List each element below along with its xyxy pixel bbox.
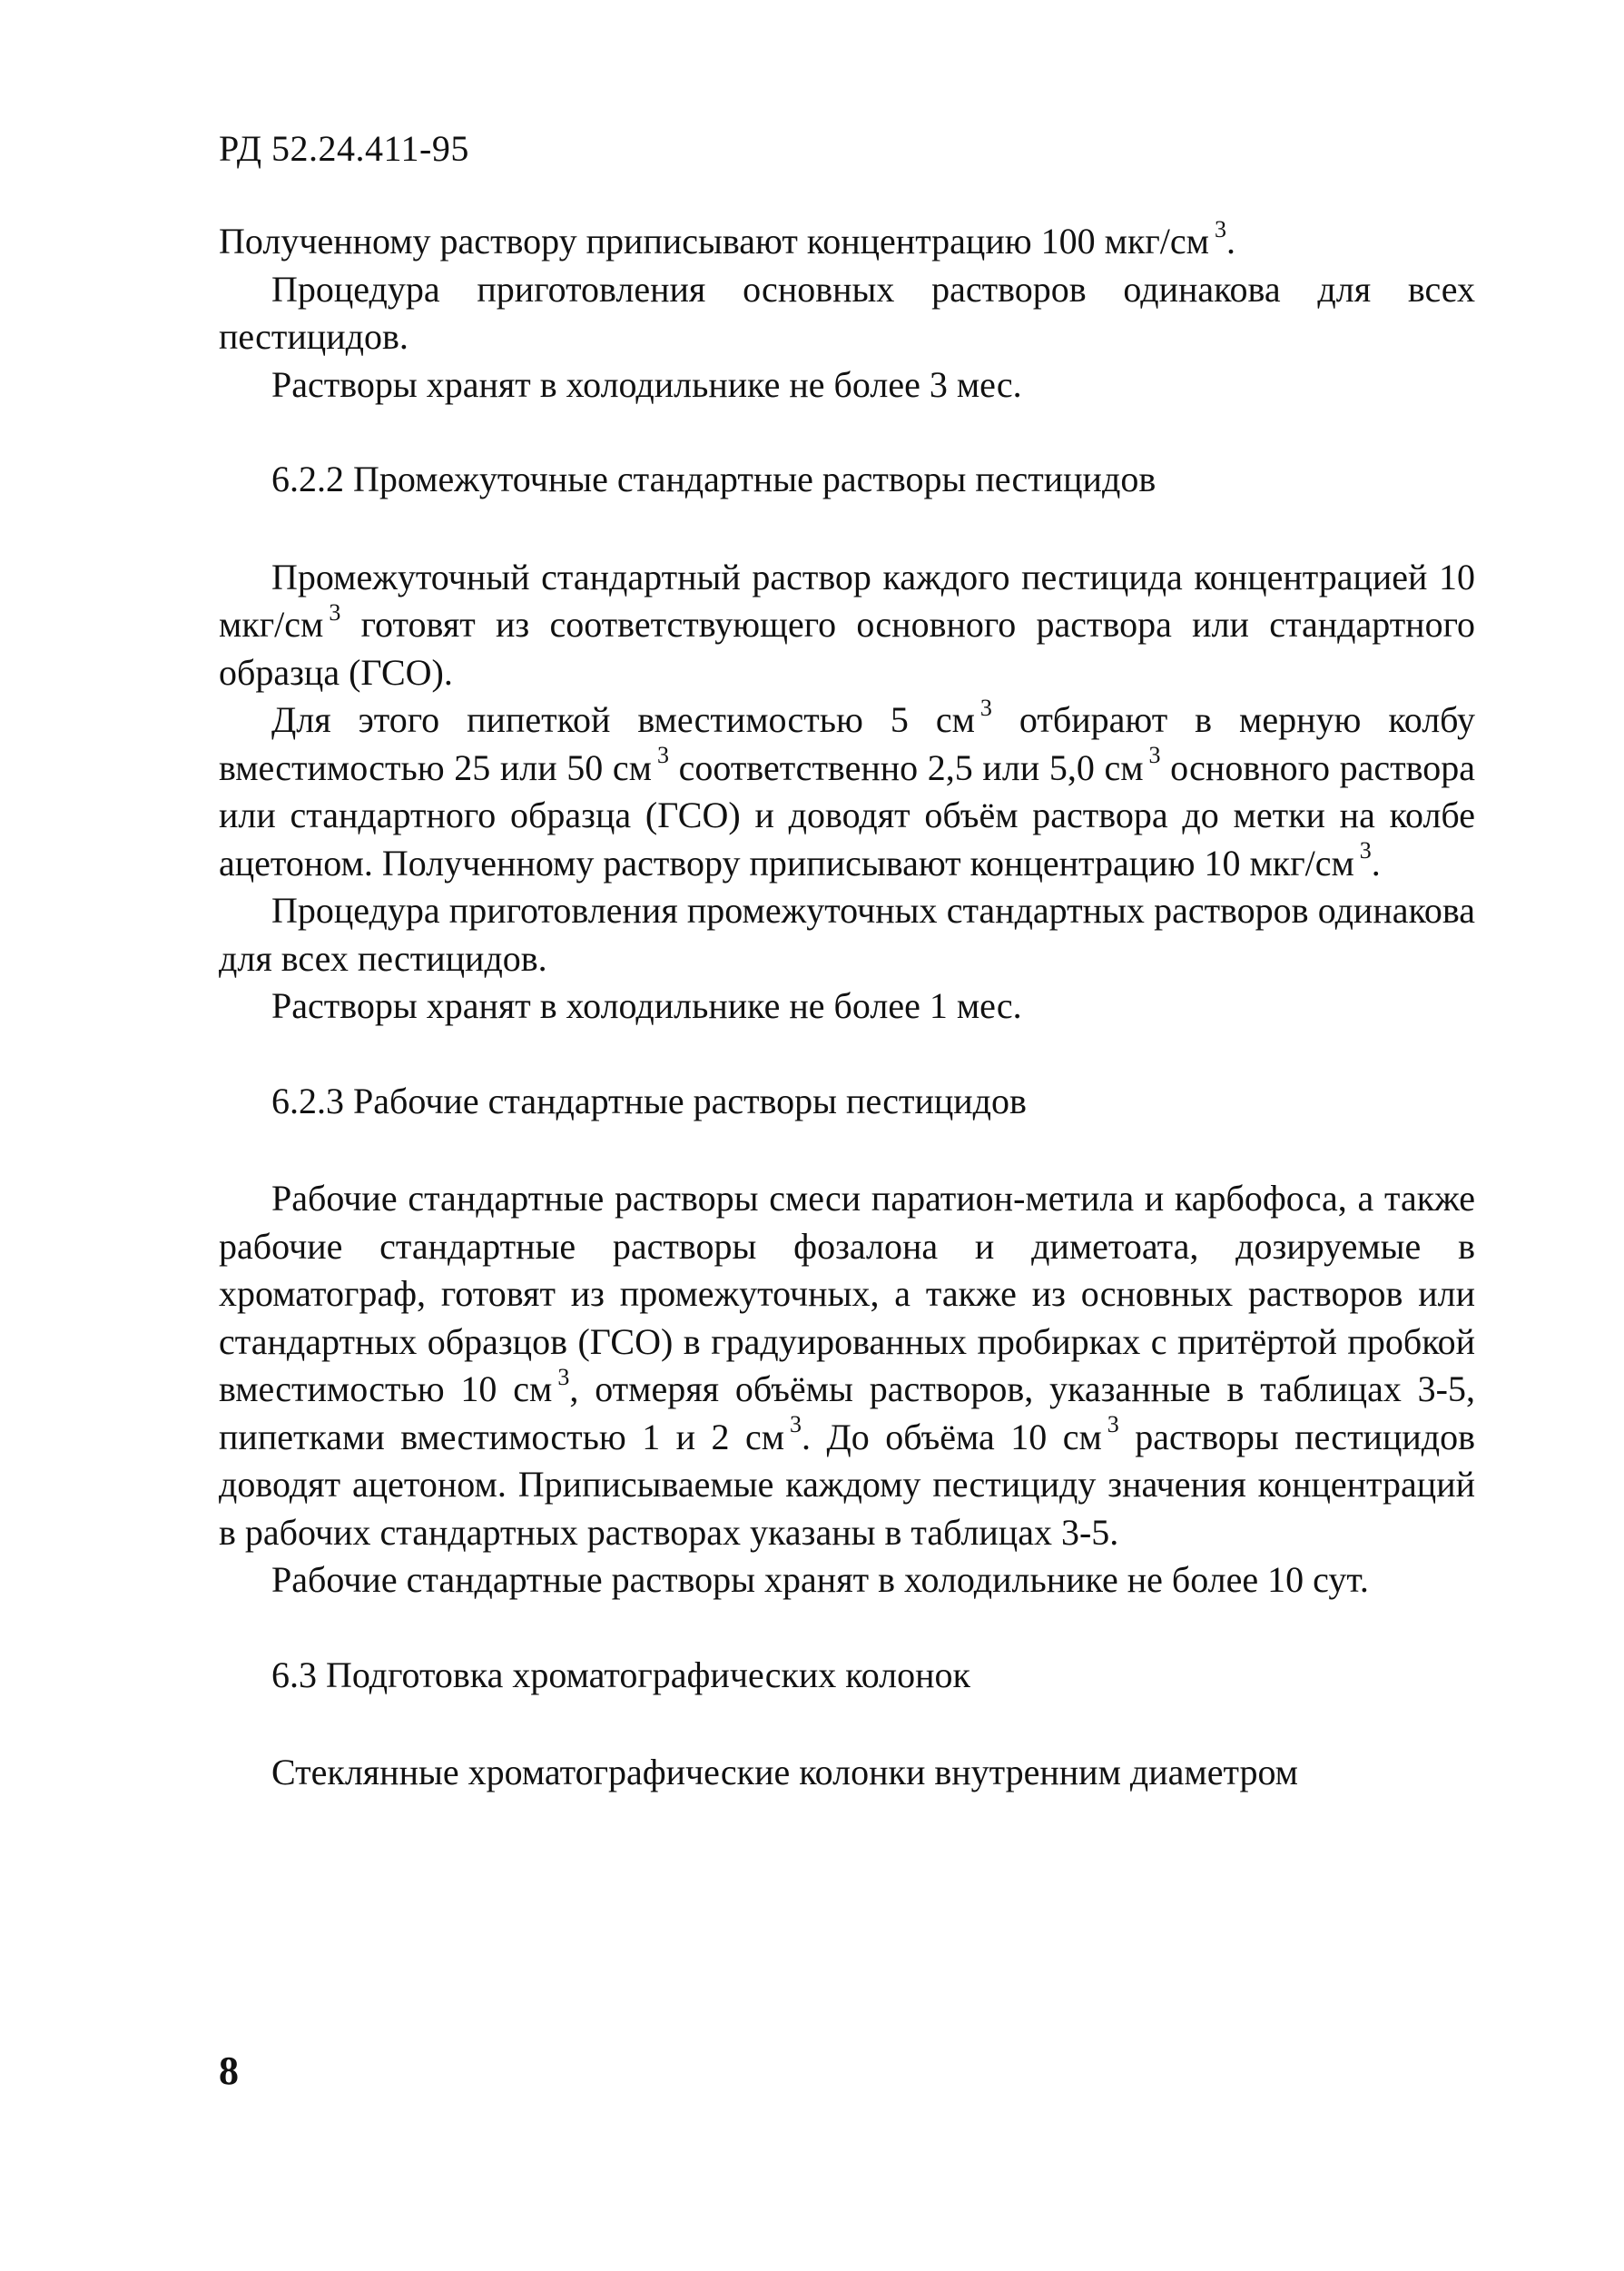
paragraph-pipette-procedure: Для этого пипеткой вместимостью 5 см $^3$ отбирают в мерную колбу вместимостью 25 или 50 см $^3$ соответственно 2,5 или 5,0 см $^3$ основного раствора или стандартного образца (ГСО) и доводят объём раствора до метки на колбе ацетоном. Полученному раствору приписывают концентрацию 10 мкг/см $^3$.: [219, 694, 1476, 884]
paragraph-concentration-100: Полученному раствору приписывают концентрацию 100 мкг/см $^3$.: [219, 215, 1235, 262]
page-body: [219, 215, 1476, 1797]
page-number: 8: [219, 2049, 239, 2093]
superscript: 3: [1359, 837, 1372, 864]
paragraph-storage-3-months: Растворы хранят в холодильнике не более 3 мес.: [271, 363, 1022, 405]
superscript: 3: [1148, 742, 1161, 769]
paragraph-working-solutions: Рабочие стандартные растворы смеси паратион-метила и карбофоса, а также рабочие стандартные растворы фозалона и диметоата, дозируемые в хроматограф, готовят из промежуточных, а также из основных растворов или стандартных образцов (ГСО) в градуированных пробирках с притёртой пробкой вместимостью 10 см $^3$, отмеряя объёмы растворов, указанные в таблицах 3-5, пипетками вместимостью 1 и 2 см $^3$. До объёма 10 см $^3$ растворы пестицидов доводят ацетоном. Приписываемые каждому пестициду значения концентраций в рабочих стандартных растворах указаны в таблицах 3-5.: [219, 1178, 1476, 1553]
heading-6-2-3: 6.2.3 Рабочие стандартные растворы пестицидов: [271, 1080, 1027, 1121]
paragraph-intermediate-solution: Промежуточный стандартный раствор каждого пестицида концентрацией 10 мкг/см $^3$ готовят из соответствующего основного раствора или стандартного образца (ГСО).: [219, 556, 1475, 693]
superscript: 3: [329, 598, 341, 626]
paragraph-storage-10-days: Рабочие стандартные растворы хранят в холодильнике не более 10 сут.: [271, 1559, 1369, 1600]
superscript: 3: [1107, 1411, 1119, 1438]
superscript: 3: [1214, 215, 1226, 242]
superscript: 3: [557, 1363, 570, 1390]
superscript: 3: [790, 1411, 802, 1438]
superscript: 3: [979, 694, 992, 721]
document-code: РД 52.24.411-95: [219, 128, 469, 169]
heading-6-2-2: 6.2.2 Промежуточные стандартные растворы пестицидов: [271, 459, 1156, 499]
heading-6-3: 6.3 Подготовка хроматографических колонок: [271, 1654, 970, 1695]
paragraph-storage-1-month: Растворы хранят в холодильнике не более 1 мес.: [271, 985, 1022, 1026]
paragraph-procedure-intermediate: Процедура приготовления промежуточных стандартных растворов одинакова для всех пестицидов.: [219, 890, 1475, 979]
paragraph-glass-columns: Стеклянные хроматографические колонки внутренним диаметром: [271, 1752, 1298, 1792]
paragraph-procedure-basic: Процедура приготовления основных растворов одинакова для всех пестицидов.: [219, 268, 1475, 357]
superscript: 3: [656, 742, 669, 769]
